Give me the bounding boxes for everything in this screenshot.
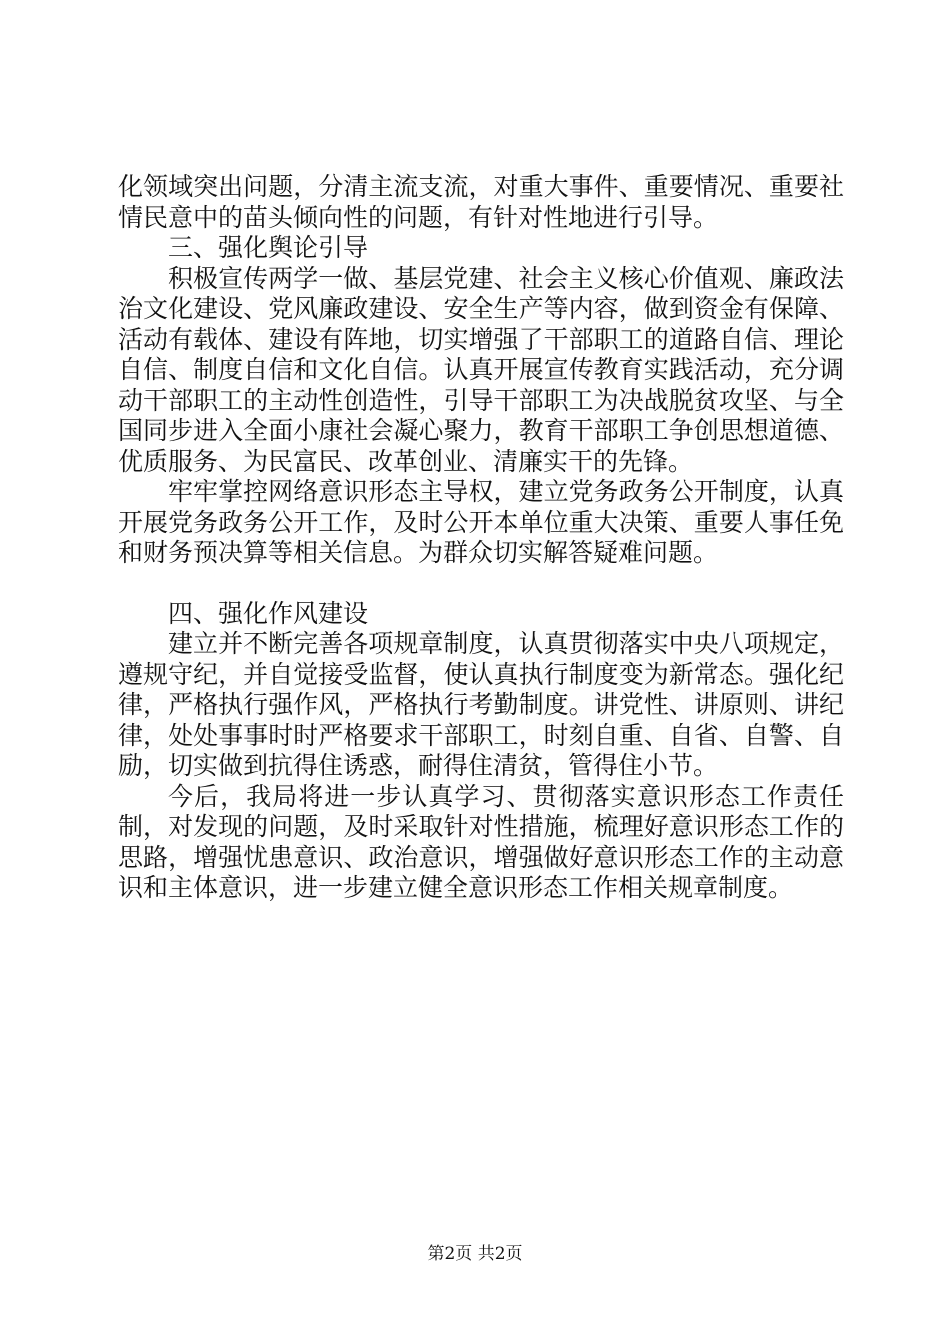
page-footer: 第2页 共2页 (427, 1244, 523, 1264)
paragraph-network: 牢牢掌控网络意识形态主导权，建立党务政务公开制度，认真开展党务政务公开工作，及时公开本单位重大决策、重要人事任免和财务预决算等相关信息。为群众切实解答疑难问题。 (118, 477, 844, 567)
section-heading-4: 四、强化作风建设 (168, 598, 369, 628)
paragraph-gap (118, 569, 844, 599)
paragraph-style: 建立并不断完善各项规章制度，认真贯彻落实中央八项规定，遵规守纪，并自觉接受监督，使认真执行制度变为新常态。强化纪律，严格执行强作风，严格执行考勤制度。讲党性、讲原则、讲纪律，处处事事时时严格要求干部职工，时刻自重、自省、自警、自励，切实做到抗得住诱惑，耐得住清贫，管得住小节。 (118, 629, 844, 780)
paragraph-propaganda: 积极宣传两学一做、基层党建、社会主义核心价值观、廉政法治文化建设、党风廉政建设、安全生产等内容，做到资金有保障、活动有载体、建设有阵地，切实增强了干部职工的道路自信、理论自信、制度自信和文化自信。认真开展宣传教育实践活动，充分调动干部职工的主动性创造性，引导干部职工为决战脱贫攻坚、与全国同步进入全面小康社会凝心聚力，教育干部职工争创思想道德、优质服务、为民富民、改革创业、清廉实干的先锋。 (118, 263, 844, 476)
paragraph-future: 今后，我局将进一步认真学习、贯彻落实意识形态工作责任制，对发现的问题，及时采取针对性措施，梳理好意识形态工作的思路，增强忧患意识、政治意识，增强做好意识形态工作的主动意识和主体意识，进一步建立健全意识形态工作相关规章制度。 (118, 781, 844, 902)
section-heading-3: 三、强化舆论引导 (168, 233, 369, 262)
paragraph-continued: 化领域突出问题，分清主流支流，对重大事件、重要情况、重要社情民意中的苗头倾向性的问题，有针对性地进行引导。 (118, 172, 844, 232)
document-body (118, 172, 844, 904)
